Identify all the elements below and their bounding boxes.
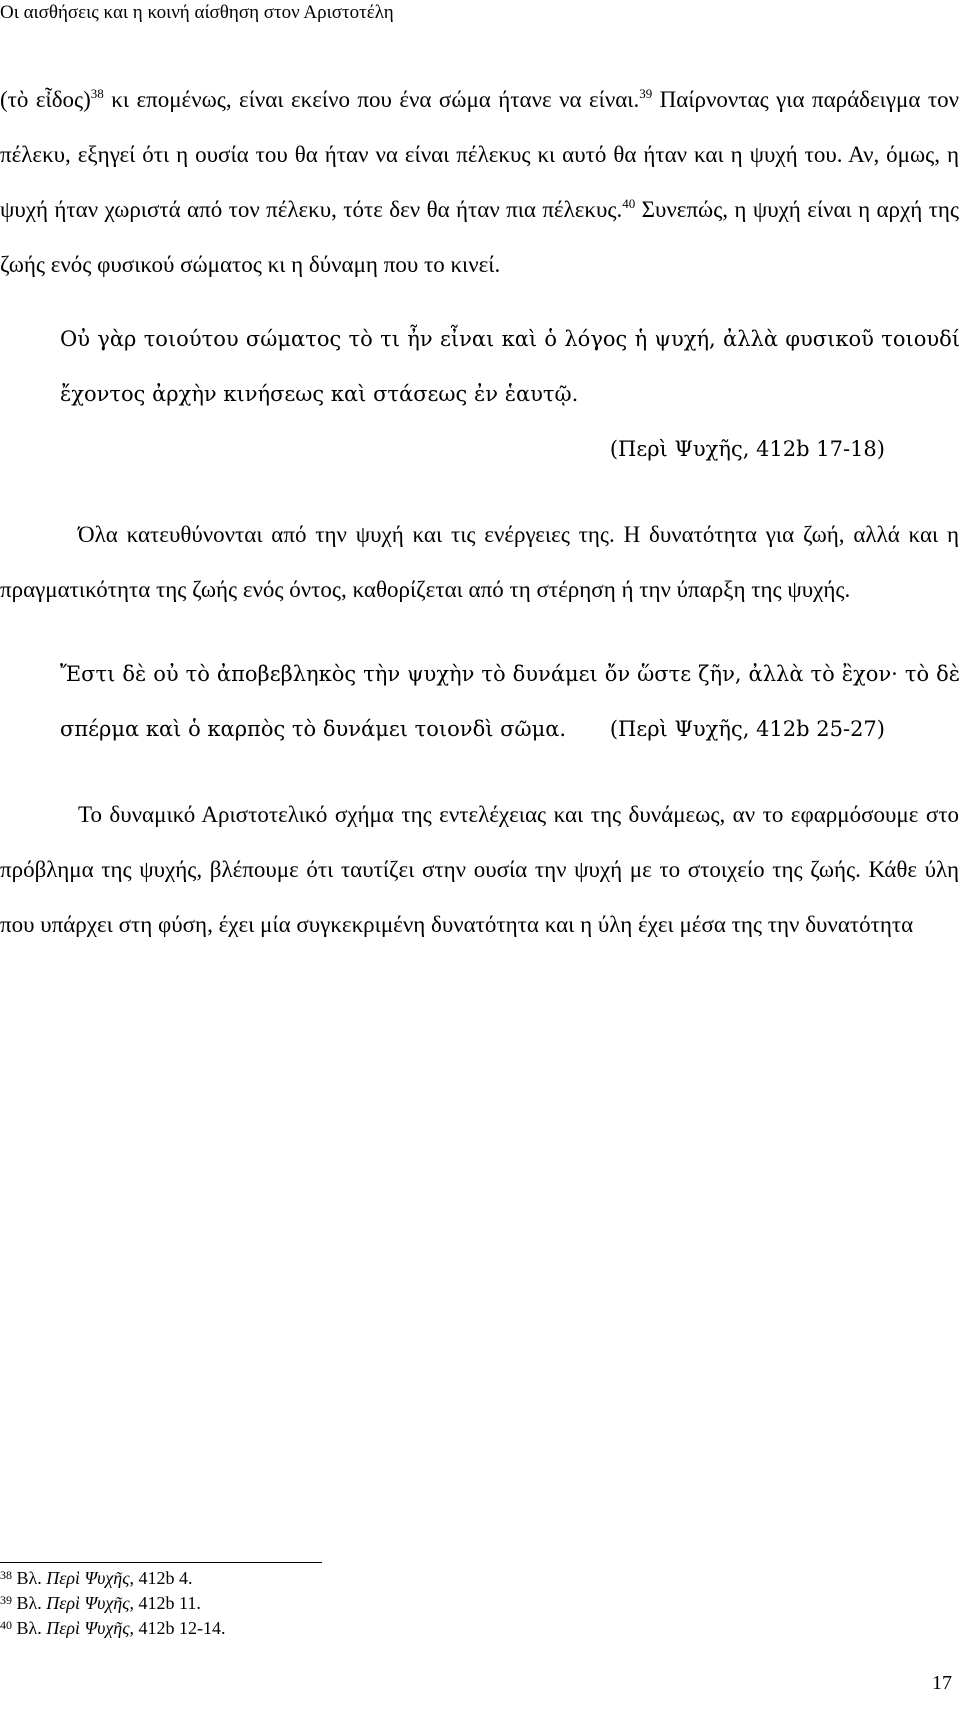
footnote-number: 40 [0, 1618, 12, 1632]
footnote-ref-39[interactable]: 39 [639, 86, 653, 101]
paragraph-2: Όλα κατευθύνονται από την ψυχή και τις ενέργειες της. Η δυνατότητα για ζωή, αλλά και η πραγματικότητα της ζωής ενός όντος, καθορίζεται από τη στέρηση ή την ύπαρξη της ψυχής. [0, 522, 959, 602]
footnote-ref-40[interactable]: 40 [622, 196, 636, 211]
footnote-40 [0, 1616, 226, 1641]
quote-1-citation: (Περὶ Ψυχῆς, 412b 17-18) [609, 437, 885, 461]
footnote-39 [0, 1591, 226, 1616]
footnote-ref: , 412b 11. [129, 1593, 201, 1613]
footnote-ref-38[interactable]: 38 [90, 86, 104, 101]
footnote-title: Περὶ Ψυχῆς [46, 1593, 130, 1613]
footnote-prefix: Βλ. [12, 1568, 47, 1588]
page-body [0, 72, 960, 952]
paragraph-1-start: (τὸ εἶδος) [0, 87, 91, 112]
footnote-38 [0, 1566, 226, 1591]
paragraph-1-text-c: Συνεπώς, η ψυχή είναι η αρχή της ζωής ενός φυσικού σώματος κι η δύναμη που το κινεί. [0, 197, 959, 277]
greek-quote-2: Ἔστι δὲ οὐ τὸ ἀποβεβληκὸς τὴν ψυχὴν τὸ δυνάμει ὄν ὥστε ζῆν, ἀλλὰ τὸ ἒχον· τὸ δὲ σπέρμα καὶ ὁ καρπὸς τὸ δυνάμει τοιονδὶ σῶμα. [60, 662, 960, 741]
page-number: 17 [932, 1672, 952, 1694]
footnote-ref: , 412b 4. [129, 1568, 193, 1588]
footnote-ref: , 412b 12-14. [129, 1618, 226, 1638]
footnote-separator [0, 1562, 322, 1563]
footnote-title: Περὶ Ψυχῆς [46, 1568, 130, 1588]
paragraph-3: Το δυναμικό Αριστοτελικό σχήμα της εντελέχειας και της δυνάμεως, αν το εφαρμόσουμε στο πρόβλημα της ψυχής, βλέπουμε ότι ταυτίζει στην ουσία την ψυχή με το στοιχείο της ζωής. Κάθε ύλη που υπάρχει στη φύση, έχει μία συγκεκριμένη δυνατότητα και η ύλη έχει μέσα της την δυνατότητα [0, 802, 959, 937]
footnotes [0, 1566, 226, 1641]
footnote-title: Περὶ Ψυχῆς [46, 1618, 130, 1638]
paragraph-1 [0, 72, 960, 292]
footnote-prefix: Βλ. [12, 1593, 47, 1613]
paragraph-1-text-a: κι επομένως, είναι εκείνο που ένα σώμα ήτανε να είναι. [103, 87, 640, 112]
footnote-number: 38 [0, 1568, 12, 1582]
greek-quote-1: Οὐ γὰρ τοιούτου σώματος τὸ τι ἦν εἶναι καὶ ὁ λόγος ἡ ψυχή, ἀλλὰ φυσικοῦ τοιουδί ἔχοντος ἀρχὴν κινήσεως καὶ στάσεως ἐν ἑαυτῷ. [60, 327, 960, 406]
footnote-number: 39 [0, 1593, 12, 1607]
footnote-prefix: Βλ. [12, 1618, 47, 1638]
quote-2-citation: (Περὶ Ψυχῆς, 412b 25-27) [609, 717, 885, 741]
running-header: Οι αισθήσεις και η κοινή αίσθηση στον Αριστοτέλη [0, 2, 394, 23]
paragraph-1-text-b: Παίρνοντας για παράδειγμα τον πέλεκυ, εξηγεί ότι η ουσία του θα ήταν να είναι πέλεκυς κι αυτό θα ήταν και η ψυχή του. Αν, όμως, η ψυχή ήταν χωριστά από τον πέλεκυ, τότε δεν θα ήταν πια πέλεκυς. [0, 87, 959, 222]
